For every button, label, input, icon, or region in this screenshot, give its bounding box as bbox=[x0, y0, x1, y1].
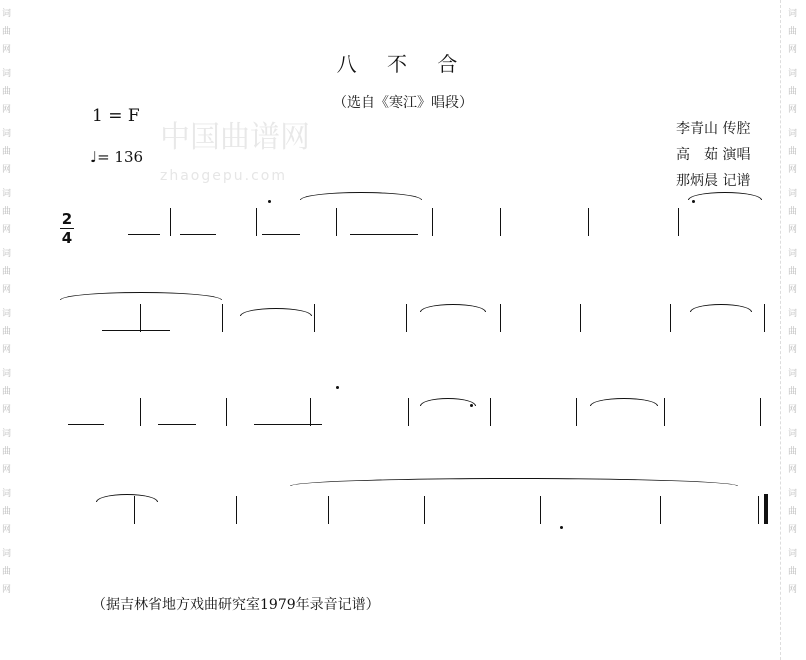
barline bbox=[432, 208, 433, 236]
final-barline bbox=[764, 494, 768, 524]
side-watermark-char: 网 bbox=[788, 45, 798, 55]
side-watermark-char: 网 bbox=[2, 585, 12, 595]
side-watermark-char: 词 bbox=[788, 549, 798, 559]
credit-transcriber: 那炳晨 记谱 bbox=[676, 173, 751, 189]
song-subtitle: （选自《寒江》唱段） bbox=[333, 95, 473, 111]
barline bbox=[226, 398, 227, 426]
side-watermark-char: 词 bbox=[788, 429, 798, 439]
side-watermark-char: 词 bbox=[2, 189, 12, 199]
octave-dot bbox=[268, 200, 271, 203]
barline bbox=[500, 208, 501, 236]
side-watermark-char: 曲 bbox=[2, 567, 12, 577]
watermark-url: zhaogepu.com bbox=[160, 168, 287, 184]
slur-curve bbox=[420, 398, 476, 406]
side-watermark-char: 曲 bbox=[2, 267, 12, 277]
side-watermark-char: 词 bbox=[2, 69, 12, 79]
side-watermark-char: 曲 bbox=[788, 87, 798, 97]
eighth-beam bbox=[254, 424, 322, 425]
slur-curve bbox=[690, 304, 752, 312]
barline bbox=[336, 208, 337, 236]
eighth-beam bbox=[68, 424, 104, 425]
octave-dot bbox=[692, 200, 695, 203]
side-watermark-char: 曲 bbox=[2, 447, 12, 457]
side-watermark-char: 词 bbox=[2, 489, 12, 499]
side-watermark-char: 曲 bbox=[788, 327, 798, 337]
time-signature-top: 2 bbox=[61, 210, 73, 228]
barline bbox=[580, 304, 581, 332]
eighth-beam bbox=[128, 234, 160, 235]
side-watermark-char: 网 bbox=[788, 525, 798, 535]
key-signature: 1 = F bbox=[92, 106, 140, 126]
side-watermark-char: 曲 bbox=[788, 447, 798, 457]
barline bbox=[314, 304, 315, 332]
slur-curve bbox=[300, 192, 422, 200]
eighth-beam bbox=[350, 234, 418, 235]
barline bbox=[758, 496, 759, 524]
barline bbox=[328, 496, 329, 524]
barline bbox=[408, 398, 409, 426]
side-watermark-char: 网 bbox=[788, 345, 798, 355]
slur-curve bbox=[60, 292, 222, 300]
side-watermark-char: 词 bbox=[788, 129, 798, 139]
side-watermark-char: 曲 bbox=[788, 147, 798, 157]
tempo-marking: ♩= 136 bbox=[90, 148, 144, 166]
octave-dot bbox=[560, 526, 563, 529]
slur-curve bbox=[590, 398, 658, 406]
side-watermark-char: 曲 bbox=[2, 387, 12, 397]
credit-composer: 李青山 传腔 bbox=[676, 121, 751, 137]
barline bbox=[576, 398, 577, 426]
barline bbox=[170, 208, 171, 236]
watermark-text: 中国曲谱网 bbox=[160, 120, 310, 155]
barline bbox=[490, 398, 491, 426]
eighth-beam bbox=[262, 234, 300, 235]
side-watermark-char: 词 bbox=[788, 309, 798, 319]
side-watermark-char: 词 bbox=[788, 369, 798, 379]
side-watermark-char: 词 bbox=[2, 9, 12, 19]
side-watermark-char: 网 bbox=[2, 345, 12, 355]
barline bbox=[424, 496, 425, 524]
credit-singer: 高 茹 演唱 bbox=[676, 147, 751, 163]
side-watermark-char: 词 bbox=[788, 189, 798, 199]
song-title: 八 不 合 bbox=[336, 52, 470, 76]
side-watermark-char: 词 bbox=[2, 549, 12, 559]
barline bbox=[764, 304, 765, 332]
barline bbox=[500, 304, 501, 332]
barline bbox=[760, 398, 761, 426]
side-watermark-char: 曲 bbox=[2, 27, 12, 37]
side-watermark-char: 网 bbox=[2, 105, 12, 115]
barline bbox=[140, 304, 141, 332]
side-watermark-char: 网 bbox=[788, 405, 798, 415]
side-watermark-char: 网 bbox=[788, 225, 798, 235]
side-watermark-char: 曲 bbox=[788, 27, 798, 37]
eighth-beam bbox=[180, 234, 216, 235]
barline bbox=[664, 398, 665, 426]
side-watermark-char: 词 bbox=[788, 9, 798, 19]
side-watermark-char: 网 bbox=[2, 225, 12, 235]
octave-dot bbox=[470, 404, 473, 407]
source-footnote: （据吉林省地方戏曲研究室1979年录音记谱） bbox=[92, 597, 380, 613]
side-watermark-char: 词 bbox=[788, 489, 798, 499]
slur-curve bbox=[240, 308, 312, 316]
side-watermark-char: 网 bbox=[2, 285, 12, 295]
side-watermark-char: 曲 bbox=[788, 387, 798, 397]
octave-dot bbox=[336, 386, 339, 389]
side-watermark-char: 网 bbox=[2, 165, 12, 175]
side-watermark-char: 曲 bbox=[788, 267, 798, 277]
side-watermark-char: 网 bbox=[2, 45, 12, 55]
time-signature-bottom: 4 bbox=[61, 229, 73, 247]
slur-curve bbox=[420, 304, 486, 312]
barline bbox=[140, 398, 141, 426]
barline bbox=[588, 208, 589, 236]
side-watermark-char: 词 bbox=[2, 369, 12, 379]
barline bbox=[660, 496, 661, 524]
side-watermark-char: 网 bbox=[2, 405, 12, 415]
side-watermark-char: 网 bbox=[788, 285, 798, 295]
side-watermark-char: 词 bbox=[2, 309, 12, 319]
side-watermark-char: 曲 bbox=[788, 507, 798, 517]
slur-curve bbox=[688, 192, 762, 200]
side-watermark-char: 曲 bbox=[788, 207, 798, 217]
side-watermark-char: 网 bbox=[788, 105, 798, 115]
side-watermark-char: 曲 bbox=[2, 507, 12, 517]
eighth-beam bbox=[102, 330, 170, 331]
side-watermark-char: 网 bbox=[2, 465, 12, 475]
barline bbox=[540, 496, 541, 524]
time-signature bbox=[60, 210, 74, 247]
side-watermark-char: 曲 bbox=[788, 567, 798, 577]
barline bbox=[222, 304, 223, 332]
side-watermark-char: 词 bbox=[788, 249, 798, 259]
slur-curve bbox=[290, 478, 738, 486]
side-watermark-char: 词 bbox=[2, 249, 12, 259]
side-watermark-char: 网 bbox=[788, 465, 798, 475]
side-watermark-char: 曲 bbox=[2, 327, 12, 337]
side-watermark-char: 曲 bbox=[2, 207, 12, 217]
side-watermark-char: 曲 bbox=[2, 147, 12, 157]
barline bbox=[310, 398, 311, 426]
side-watermark-char: 词 bbox=[2, 429, 12, 439]
barline bbox=[256, 208, 257, 236]
side-watermark-char: 词 bbox=[2, 129, 12, 139]
barline bbox=[670, 304, 671, 332]
barline bbox=[236, 496, 237, 524]
side-watermark-char: 曲 bbox=[2, 87, 12, 97]
slur-curve bbox=[96, 494, 158, 502]
side-watermark-char: 网 bbox=[2, 525, 12, 535]
side-watermark-char: 网 bbox=[788, 165, 798, 175]
side-watermark-char: 词 bbox=[788, 69, 798, 79]
barline bbox=[678, 208, 679, 236]
eighth-beam bbox=[158, 424, 196, 425]
barline bbox=[406, 304, 407, 332]
side-watermark-char: 网 bbox=[788, 585, 798, 595]
